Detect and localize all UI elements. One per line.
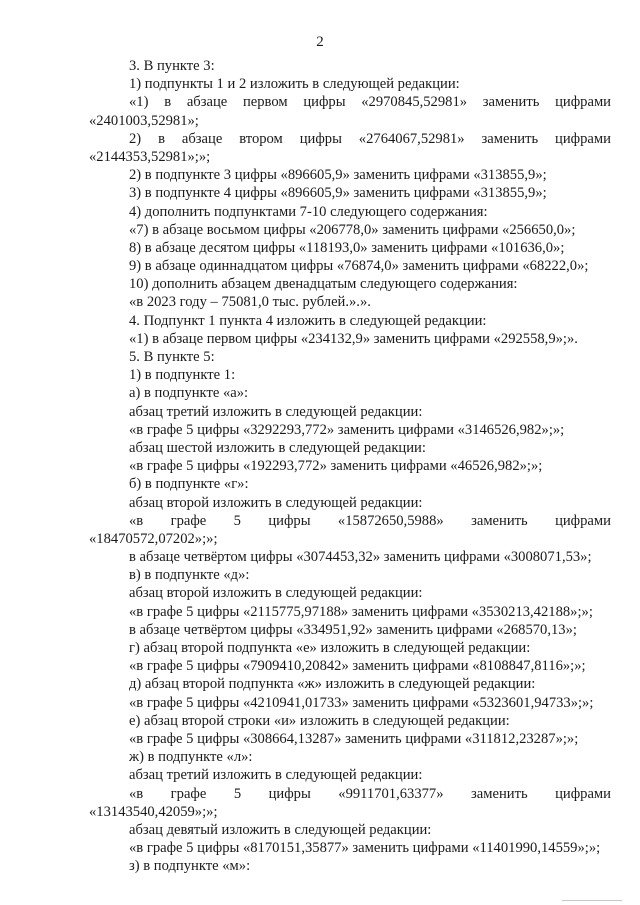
word: цифры bbox=[268, 512, 311, 529]
text-line: абзац второй изложить в следующей редакции: bbox=[129, 494, 423, 511]
word: «1) bbox=[129, 94, 149, 111]
text-line: в) в подпункте «д»: bbox=[129, 567, 250, 584]
word: абзаце bbox=[181, 130, 223, 147]
text-line bbox=[89, 785, 611, 803]
text-line: 10) дополнить абзацем двенадцатым следующего содержания: bbox=[129, 276, 518, 293]
text-line: «в графе 5 цифры «2115775,97188» заменить цифрами «3530213,42188»;»; bbox=[129, 603, 593, 620]
text-line: 1) подпункты 1 и 2 изложить в следующей редакции: bbox=[129, 76, 460, 93]
text-line: з) в подпункте «м»: bbox=[129, 858, 251, 875]
text-line: абзац второй изложить в следующей редакции: bbox=[129, 585, 423, 602]
word: цифрами bbox=[555, 130, 611, 147]
word: цифрами bbox=[555, 512, 611, 529]
word: 2) bbox=[129, 130, 142, 147]
word: «2764067,52981» bbox=[358, 130, 465, 147]
text-line: абзац третий изложить в следующей редакции: bbox=[129, 403, 423, 420]
word: абзаце bbox=[186, 94, 228, 111]
word: «2970845,52981» bbox=[361, 94, 468, 111]
text-line: 9) в абзаце одиннадцатом цифры «76874,0» заменить цифрами «68222,0»; bbox=[129, 258, 589, 275]
word: графе bbox=[170, 512, 207, 529]
text-line: «2144353,52981»;»; bbox=[89, 148, 211, 165]
word: первом bbox=[242, 94, 288, 111]
word: втором bbox=[239, 130, 283, 147]
text-line: «в графе 5 цифры «4210941,01733» заменить цифрами «5323601,94733»;»; bbox=[129, 694, 594, 711]
word: «9911701,63377» bbox=[338, 785, 444, 802]
text-line: 4) дополнить подпунктами 7-10 следующего содержания: bbox=[129, 203, 488, 220]
word: цифры bbox=[303, 94, 346, 111]
text-line: «в 2023 году – 75081,0 тыс. рублей.».». bbox=[129, 294, 371, 311]
text-line: абзац третий изложить в следующей редакции: bbox=[129, 767, 423, 784]
text-line: 8) в абзаце десятом цифры «118193,0» заменить цифрами «101636,0»; bbox=[129, 239, 565, 256]
word: 5 bbox=[233, 512, 241, 529]
word: заменить bbox=[481, 130, 539, 147]
text-line: д) абзац второй подпункта «ж» изложить в следующей редакции: bbox=[129, 676, 536, 693]
text-line: «в графе 5 цифры «308664,13287» заменить цифрами «311812,23287»;»; bbox=[129, 730, 579, 747]
text-line: 3) в подпункте 4 цифры «896605,9» заменить цифрами «313855,9»; bbox=[129, 185, 547, 202]
text-line: 3. В пункте 3: bbox=[129, 58, 215, 74]
text-line: «в графе 5 цифры «7909410,20842» заменить цифрами «8108847,8116»;»; bbox=[129, 658, 586, 675]
word: «в bbox=[129, 785, 144, 802]
text-line: 5. В пункте 5: bbox=[129, 349, 215, 365]
scan-mark bbox=[562, 900, 622, 901]
text-line: «2401003,52981»; bbox=[89, 112, 199, 129]
word: цифры bbox=[299, 130, 342, 147]
text-line: «в графе 5 цифры «8170151,35877» заменить цифрами «11401990,14559»;»; bbox=[129, 840, 601, 857]
text-line: ж) в подпункте «л»: bbox=[129, 749, 253, 766]
word: цифры bbox=[268, 785, 311, 802]
text-line: «18470572,07202»;»; bbox=[89, 530, 218, 547]
text-line: «13143540,42059»;»; bbox=[89, 803, 218, 820]
page-number: 2 bbox=[316, 34, 324, 50]
word: заменить bbox=[471, 785, 528, 802]
word: цифрами bbox=[555, 785, 611, 802]
text-line bbox=[89, 130, 611, 148]
word: заменить bbox=[482, 94, 540, 111]
word: цифрами bbox=[555, 94, 611, 111]
word: 5 bbox=[233, 785, 242, 802]
document-body bbox=[89, 57, 611, 875]
word: в bbox=[158, 130, 165, 147]
word: в bbox=[164, 94, 172, 111]
text-line: 1) в подпункте 1: bbox=[129, 367, 236, 384]
word: графе bbox=[170, 785, 207, 802]
text-line: «1) в абзаце первом цифры «234132,9» заменить цифрами «292558,9»;». bbox=[129, 330, 578, 347]
text-line: «в графе 5 цифры «192293,772» заменить цифрами «46526,982»;»; bbox=[129, 458, 543, 475]
text-line: абзац девятый изложить в следующей редакции: bbox=[129, 821, 432, 838]
text-line: 2) в подпункте 3 цифры «896605,9» заменить цифрами «313855,9»; bbox=[129, 167, 547, 184]
text-line bbox=[89, 512, 611, 530]
text-line bbox=[89, 93, 611, 111]
text-line: абзац шестой изложить в следующей редакции: bbox=[129, 439, 426, 456]
text-line: в абзаце четвёртом цифры «3074453,32» заменить цифрами «3008071,53»; bbox=[129, 549, 592, 566]
text-line: б) в подпункте «г»: bbox=[129, 476, 249, 493]
text-line: 4. Подпункт 1 пункта 4 изложить в следующей редакции: bbox=[129, 312, 487, 329]
text-line: в абзаце четвёртом цифры «334951,92» заменить цифрами «268570,13»; bbox=[129, 621, 577, 638]
text-line: «7) в абзаце восьмом цифры «206778,0» заменить цифрами «256650,0»; bbox=[129, 221, 576, 238]
text-line: «в графе 5 цифры «3292293,772» заменить цифрами «3146526,982»;»; bbox=[129, 421, 565, 438]
word: «15872650,5988» bbox=[337, 512, 444, 529]
text-line: е) абзац второй строки «и» изложить в следующей редакции: bbox=[129, 712, 510, 729]
text-line: а) в подпункте «а»: bbox=[129, 385, 249, 402]
word: «в bbox=[129, 512, 144, 529]
text-line: г) абзац второй подпункта «е» изложить в следующей редакции: bbox=[129, 640, 531, 656]
word: заменить bbox=[471, 512, 528, 529]
